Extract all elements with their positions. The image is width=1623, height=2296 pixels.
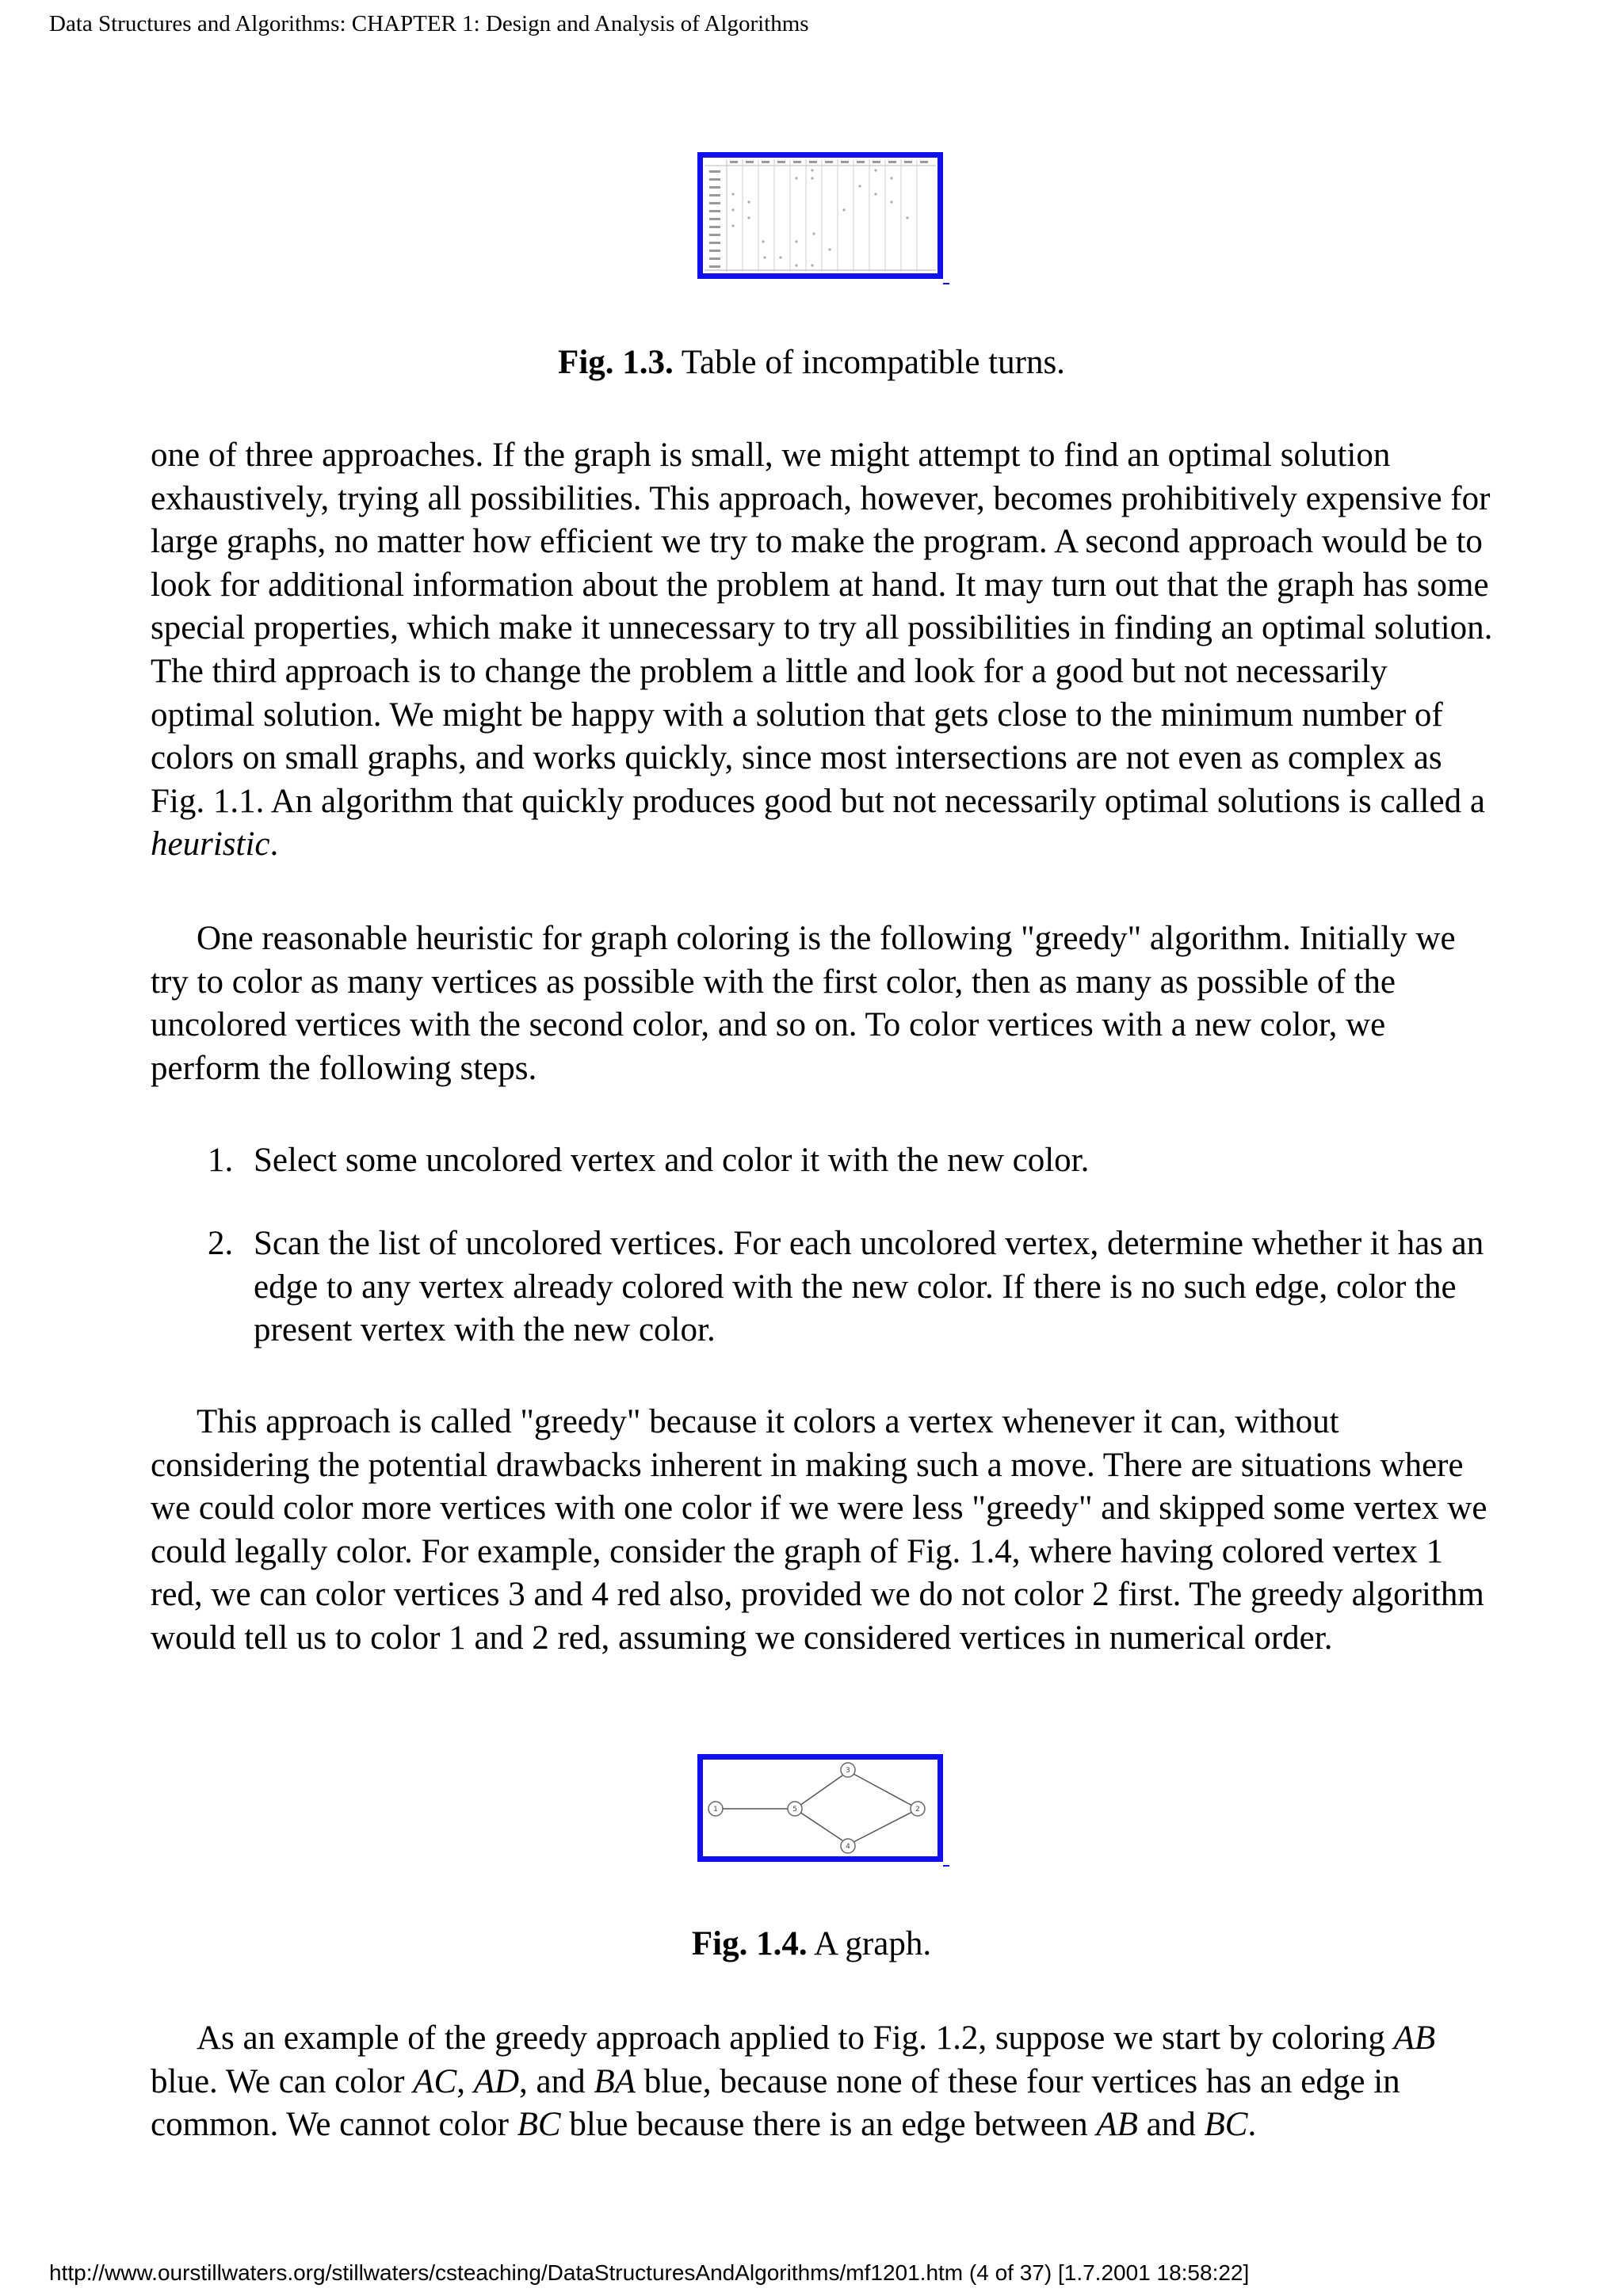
figure-1-4-thumbnail[interactable] <box>697 1754 943 1862</box>
vertex-name: AB <box>1393 2019 1436 2057</box>
figure-1-4-caption-text: A graph. <box>807 1925 932 1962</box>
graph-vertex-label: 5 <box>792 1806 797 1814</box>
paragraph-greedy-intro: One reasonable heuristic for graph coloring is the following "greedy" algorithm. Initially we try to color as many vertices as possible with the first color, then as many as possible of the uncolored vertices with the second color, and so on. To color vertices with a new color, we perform the following steps. <box>151 920 1456 1087</box>
example-text: blue. We can color <box>151 2062 414 2100</box>
example-text: , <box>456 2062 474 2100</box>
step-text: Scan the list of uncolored vertices. For each uncolored vertex, determine whether it has an edge to any vertex already colored with the new color. If there is no such edge, color the present vertex with the new color. <box>254 1225 1484 1349</box>
example-text: blue because there is an edge between <box>560 2106 1097 2144</box>
vertex-name: AD <box>473 2062 520 2100</box>
incompatible-turns-table-image <box>703 158 938 273</box>
paragraph-greedy-explanation: This approach is called "greedy" because it colors a vertex whenever it can, without considering the potential drawbacks inherent in making such a move. There are situations where we could color more vertices with one color if we were less "greedy" and skipped some vertex we could legally color. For example, consider the graph of Fig. 1.4, where having colored vertex 1 red, we can color vertices 3 and 4 red also, provided we do not color 2 first. The greedy algorithm would tell us to color 1 and 2 red, assuming we considered vertices in numerical order. <box>151 1403 1487 1657</box>
figure-1-3-caption-text: Table of incompatible turns. <box>673 344 1065 381</box>
page-footer-url: http://www.ourstillwaters.org/stillwaters/csteaching/DataStructuresAndAlgorithms/mf1201.htm (4 of 37) [1.7.2001 18:58:22] <box>49 2260 1250 2285</box>
paragraph-greedy-example <box>151 2017 1498 2147</box>
graph-image <box>703 1760 938 1856</box>
example-text: and <box>1137 2106 1205 2144</box>
vertex-name: AB <box>1096 2106 1138 2144</box>
vertex-name: BC <box>1204 2106 1248 2144</box>
example-text: As an example of the greedy approach applied to Fig. 1.2, suppose we start by coloring <box>197 2019 1394 2057</box>
list-item <box>151 1139 1498 1183</box>
vertex-name: BA <box>594 2062 636 2100</box>
graph-vertex-label: 2 <box>915 1806 920 1814</box>
vertex-name: BC <box>517 2106 561 2144</box>
figure-1-3-link-underline <box>943 283 949 284</box>
graph-vertex-label: 4 <box>846 1843 850 1851</box>
greedy-steps-list-continued <box>151 1222 1498 1352</box>
example-text: , and <box>519 2062 594 2100</box>
list-item <box>151 1222 1498 1352</box>
greedy-steps-list <box>151 1139 1498 1183</box>
heuristic-term: heuristic <box>151 826 270 864</box>
step-number: 1. <box>208 1142 234 1179</box>
paragraph-approaches-end: . <box>269 826 279 864</box>
figure-1-4-link-underline <box>943 1865 949 1867</box>
example-text: blue, because none of these four vertices has an edge in common. We cannot color <box>151 2062 1400 2144</box>
figure-1-3-thumbnail[interactable] <box>697 152 943 279</box>
example-text: . <box>1247 2106 1257 2144</box>
paragraph-approaches <box>151 434 1498 867</box>
graph-vertex-label: 1 <box>713 1806 718 1814</box>
graph-vertex-label: 3 <box>846 1767 850 1775</box>
paragraph-approaches-text: one of three approaches. If the graph is small, we might attempt to find an optimal solution exhaustively, trying all possibilities. This approach, however, becomes prohibitively expensive for large graphs, no matter how efficient we try to make the program. A second approach would be to look for additional information about the problem at hand. It may turn out that the graph has some special properties, which make it unnecessary to try all possibilities in finding an optimal solution. The third approach is to change the problem a little and look for a good but not necessarily optimal solution. We might be happy with a solution that gets close to the minimum number of colors on small graphs, and works quickly, since most intersections are not even as complex as Fig. 1.1. An algorithm that quickly produces good but not necessarily optimal solutions is called a <box>151 437 1493 820</box>
step-number: 2. <box>208 1225 234 1262</box>
step-text: Select some uncolored vertex and color it with the new color. <box>254 1142 1090 1179</box>
figure-1-3-caption <box>0 342 1623 383</box>
figure-1-4-caption-label: Fig. 1.4. <box>691 1925 808 1962</box>
figure-1-3-caption-label: Fig. 1.3. <box>558 344 674 381</box>
page-header: Data Structures and Algorithms: CHAPTER 1: Design and Analysis of Algorithms <box>49 11 809 36</box>
figure-1-4-caption <box>0 1924 1623 1965</box>
vertex-name: AC <box>413 2062 457 2100</box>
